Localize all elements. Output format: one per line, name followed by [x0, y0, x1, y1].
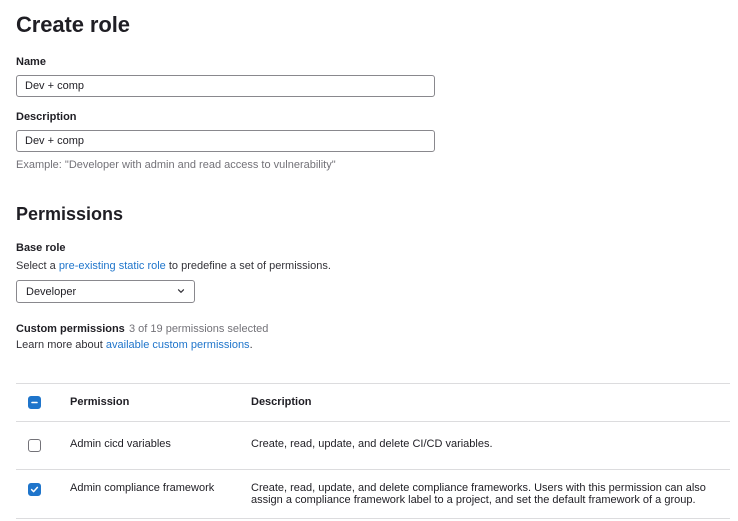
name-label: Name: [16, 56, 46, 68]
static-role-link[interactable]: pre-existing static role: [58, 260, 166, 272]
base-role-help: [16, 259, 331, 273]
permission-column-header: Permission: [70, 396, 130, 408]
base-role-help-prefix: Select a: [16, 260, 59, 272]
learn-more-prefix: Learn more about: [16, 339, 106, 351]
description-column-header: Description: [251, 396, 312, 408]
chevron-down-icon: [177, 287, 185, 295]
table-row: [16, 469, 730, 519]
table-row: [16, 421, 730, 469]
select-all-checkbox[interactable]: [28, 396, 41, 409]
name-input[interactable]: [16, 75, 435, 97]
base-role-selected-value: Developer: [26, 286, 77, 298]
custom-permissions-label: Custom permissions: [16, 323, 125, 335]
indeterminate-checkbox-icon: [30, 398, 39, 407]
page-title: Create role: [16, 12, 130, 37]
permission-description-line-2: assign a compliance framework label to a project, and set the default framework of a group.: [251, 494, 696, 506]
permissions-selected-count: 3 of 19 permissions selected: [129, 323, 269, 335]
table-header-row: [16, 383, 730, 421]
description-input[interactable]: [16, 130, 435, 152]
permission-description: Create, read, update, and delete CI/CD variables.: [251, 438, 493, 450]
learn-more-suffix: .: [249, 339, 253, 351]
permission-checkbox[interactable]: [28, 439, 41, 452]
permissions-heading: Permissions: [16, 204, 124, 224]
learn-more-text: [16, 338, 253, 352]
check-icon: [30, 485, 39, 494]
permission-checkbox[interactable]: [28, 483, 41, 496]
permission-name: Admin compliance framework: [70, 482, 215, 494]
base-role-help-suffix: to predefine a set of permissions.: [165, 260, 331, 272]
custom-permissions-link[interactable]: available custom permissions: [105, 339, 250, 351]
base-role-select[interactable]: [16, 280, 195, 303]
base-role-label: Base role: [16, 242, 66, 254]
permission-name: Admin cicd variables: [70, 438, 171, 450]
description-label: Description: [16, 111, 77, 123]
description-help-text: Example: "Developer with admin and read access to vulnerability": [16, 159, 336, 171]
permission-description-line-1: Create, read, update, and delete compliance frameworks. Users with this permission can also: [251, 482, 706, 494]
